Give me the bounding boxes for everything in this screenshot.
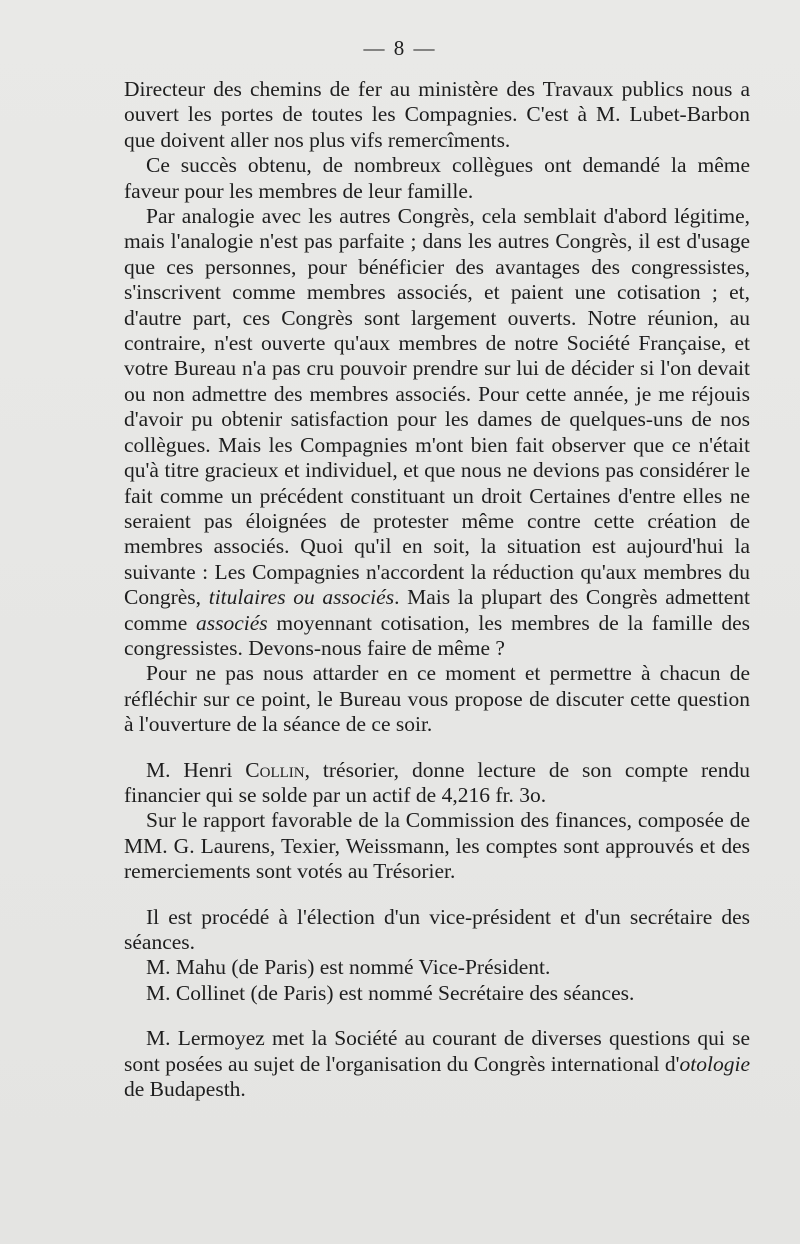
page-number: — 8 — bbox=[363, 36, 437, 60]
italic-otologie: otologie bbox=[679, 1051, 750, 1076]
treasurer-name: Collin bbox=[245, 757, 305, 782]
paragraph-associate-members bbox=[124, 204, 750, 661]
paragraph-secretary: M. Collinet (de Paris) est nommé Secrétaire des séances. bbox=[146, 980, 635, 1005]
budapest-before: M. Lermoyez met la Société au courant de diverses questions qui se sont posées au sujet de l'organisation du Congrès international d' bbox=[124, 1026, 750, 1076]
budapest-after: de Budapesth. bbox=[124, 1077, 246, 1102]
paragraph-vice-president: M. Mahu (de Paris) est nommé Vice-Président. bbox=[146, 955, 551, 980]
paragraph-treasurer-report bbox=[124, 758, 750, 809]
treasurer-prefix: M. Henri bbox=[146, 757, 246, 782]
paragraph-associate-members-part1: Par analogie avec les autres Congrès, cela semblait d'abord légitime, mais l'analogie n'est pas parfaite ; dans les autres Congrès, il est d'usage que ces personnes, pour bénéficier des avantages des congressistes, s'inscrivent comme membres associés, et paient une cotisation ; et, d'autre part, ces Congrès sont largement ouverts. Notre réunion, au contraire, n'est ouverte qu'aux membres de notre Société Française, et votre Bureau n'a pas cru pouvoir prendre sur lui de décider si l'on devait ou non admettre des membres associés. Pour cette année, je me réjouis d'avoir pu obtenir satisfaction pour les dames de quelques-uns de nos collègues. Mais les Compagnies m'ont bien fait observer que ce n'était qu'à titre gracieux et individuel, et que nous ne devions pas considérer le fait comme un précédent constituant un droit Certaines d'entre elles ne seraient pas éloignées de protester même contre cette création de membres associés. Quoi qu'il en soit, la situation est aujourd'hui la suivante : Les Compagnies n'accordent la réduction qu'aux membres du Congrès, bbox=[124, 204, 750, 610]
italic-titulaires: titulaires ou associés bbox=[208, 585, 395, 610]
paragraph-election: Il est procédé à l'élection d'un vice-président et d'un secrétaire des séances. bbox=[124, 904, 750, 954]
paragraph-family-request: Ce succès obtenu, de nombreux collègues ont demandé la même faveur pour les membres de leur famille. bbox=[124, 153, 750, 203]
body-text bbox=[124, 77, 750, 1102]
paragraph-budapest-congress bbox=[124, 1026, 750, 1102]
paragraph-associate-members-part3: moyennant cotisation, les membres de la famille des congressistes. Devons-nous faire de même ? bbox=[124, 610, 750, 660]
paragraph-railway-thanks: Directeur des chemins de fer au ministère des Travaux publics nous a ouvert les portes de toutes les Compagnies. C'est à M. Lubet-Barbon que doivent aller nos plus vifs remercîments. bbox=[124, 77, 750, 152]
treasurer-rest: , trésorier, donne lecture de son compte rendu financier qui se solde par un actif de 4,216 fr. 3o. bbox=[124, 757, 750, 807]
paragraph-finance-commission: Sur le rapport favorable de la Commission des finances, composée de MM. G. Laurens, Texier, Weissmann, les comptes sont approuvés et des remerciements sont votés au Trésorier. bbox=[124, 808, 750, 884]
paragraph-discussion-proposal: Pour ne pas nous attarder en ce moment et permettre à chacun de réfléchir sur ce point, le Bureau vous propose de discuter cette question à l'ouverture de la séance de ce soir. bbox=[124, 661, 750, 737]
paragraph-associate-members-part2: . Mais la plupart des Congrès admettent comme bbox=[124, 585, 750, 635]
italic-associes: associés bbox=[196, 610, 268, 635]
